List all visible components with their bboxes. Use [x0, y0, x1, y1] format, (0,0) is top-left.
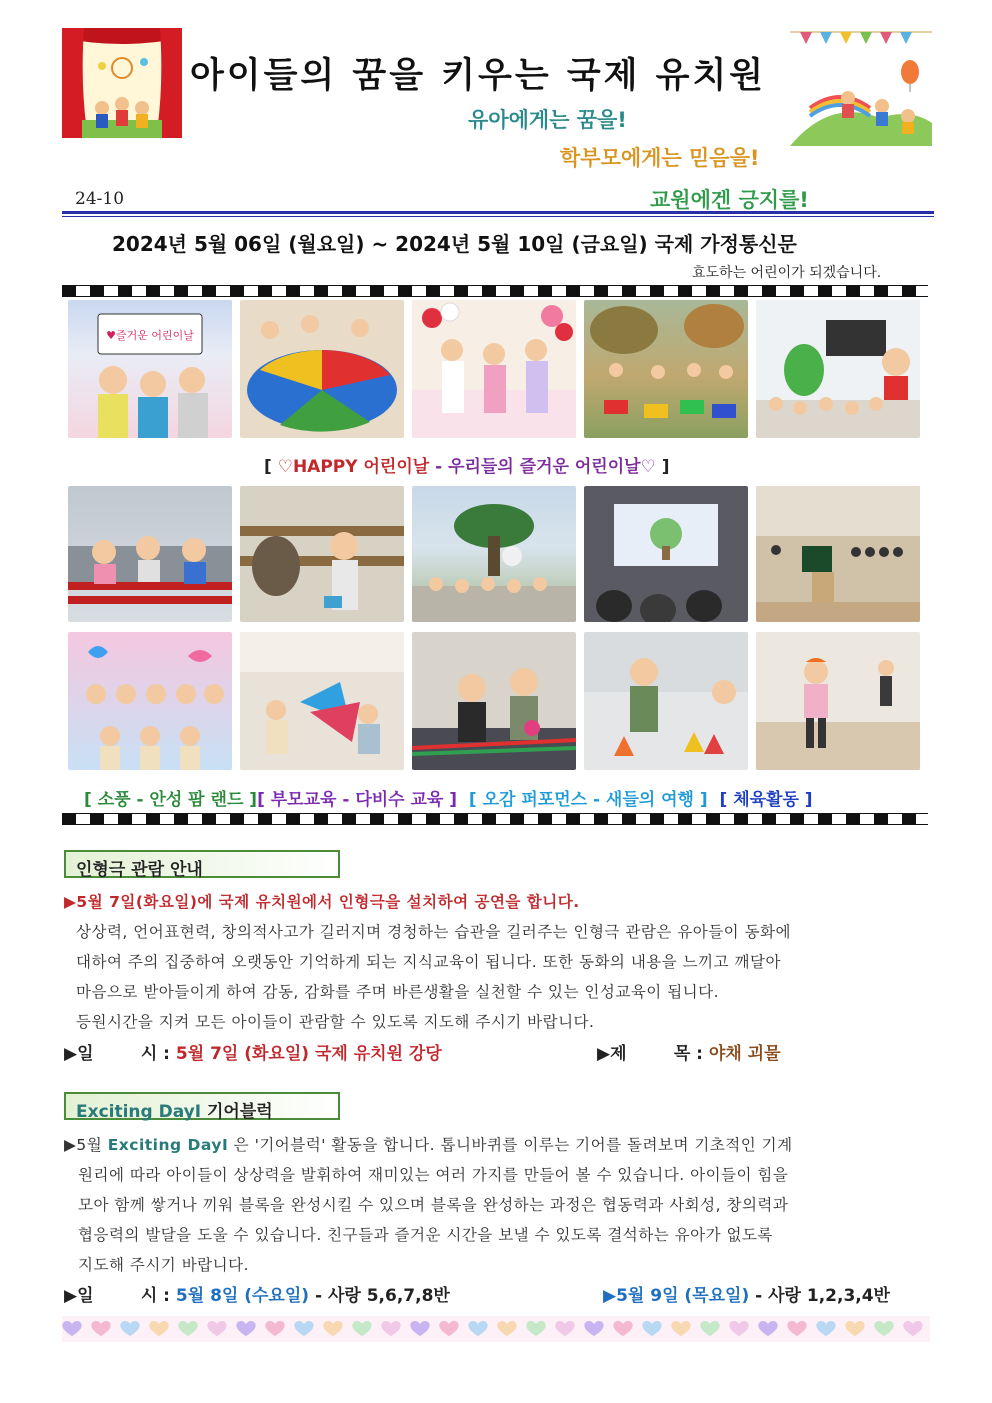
heart-decoration: [729, 1321, 748, 1336]
heart-decoration: [468, 1321, 487, 1336]
newsletter-title: 아이들의 꿈을 키우는 국제 유치원: [190, 56, 767, 96]
heart-decoration: [845, 1321, 864, 1336]
exciting-day-schedule-2: ▶5월 9일 (목요일) - 사랑 1,2,3,4반: [603, 1286, 890, 1306]
checker-divider-top: [62, 285, 928, 297]
heart-decoration: [874, 1321, 893, 1336]
photo-balloon-party: [412, 300, 576, 438]
heart-decoration: [381, 1321, 400, 1336]
heart-decoration: [497, 1321, 516, 1336]
photo-farm-ride: [68, 486, 232, 622]
photo-sensory-streamers: [240, 632, 404, 770]
heart-decoration: [555, 1321, 574, 1336]
photo-childrens-day-sign: [68, 300, 232, 438]
stage-curtain-illustration: [62, 28, 182, 138]
photo-outdoor-wheelbarrows: [584, 300, 748, 438]
kids-field-illustration: [790, 28, 932, 146]
photo-parachute-play: [240, 300, 404, 438]
heart-decoration: [584, 1321, 603, 1336]
exciting-day-line: 협응력의 발달을 도울 수 있습니다. 친구들과 즐거운 시간을 보낼 수 있도록 결석하는 유아가 없도록: [78, 1226, 773, 1244]
class-motto: 효도하는 어린이가 되겠습니다.: [692, 265, 882, 281]
puppet-show-line: 등원시간을 지켜 모든 아이들이 관람할 수 있도록 지도해 주시기 바랍니다.: [76, 1013, 595, 1031]
heart-decoration: [816, 1321, 835, 1336]
heart-decoration: [526, 1321, 545, 1336]
heart-decoration: [149, 1321, 168, 1336]
exciting-day-section-title: Exciting DayⅠ 기어블럭: [64, 1092, 340, 1120]
photo-mascot-group: [756, 300, 920, 438]
photo-cone-play: [584, 632, 748, 770]
heart-decoration-strip: [62, 1316, 930, 1342]
heart-decoration: [903, 1321, 922, 1336]
photo-butterfly-backdrop: [68, 632, 232, 770]
heart-decoration: [410, 1321, 429, 1336]
puppet-show-body: [64, 887, 934, 1037]
exciting-day-line: 지도해 주시기 바랍니다.: [78, 1256, 250, 1274]
puppet-show-section-title: 인형극 관람 안내: [64, 850, 340, 878]
photo-physical-activity: [756, 632, 920, 770]
heart-decoration: [323, 1321, 342, 1336]
puppet-show-line: 상상력, 언어표현력, 창의적사고가 길러지며 경청하는 습관을 길러주는 인형극 관람은 유아들이 동화에: [76, 923, 791, 941]
svg-text:♥즐거운 어린이날: ♥즐거운 어린이날: [106, 329, 194, 342]
heart-decoration: [62, 1321, 81, 1336]
exciting-day-line: 원리에 따라 아이들이 상상력을 발휘하여 재미있는 여러 가지를 만들어 볼 수 있습니다. 아이들이 힘을: [78, 1166, 789, 1184]
heart-decoration: [178, 1321, 197, 1336]
heart-decoration: [207, 1321, 226, 1336]
issue-number: 24-10: [75, 189, 125, 209]
childrens-day-caption: [ ♡HAPPY 어린이날 - 우리들의 즐거운 어린이날♡ ]: [264, 457, 670, 477]
puppet-show-line: 대하여 주의 집중하여 오랫동안 기억하게 되는 지식교육이 됩니다. 또한 동화의 내용을 느끼고 깨달아: [76, 953, 781, 971]
heart-decoration: [120, 1321, 139, 1336]
puppet-show-schedule: ▶일 시 : 5월 7일 (화요일) 국제 유치원 강당: [64, 1044, 442, 1064]
slogan-children: 유아에게는 꿈을!: [468, 108, 627, 132]
exciting-day-line: 모아 함께 쌓거나 끼워 블록을 완성시킬 수 있으며 블록을 완성하는 과정은 협동력과 사회성, 창의력과: [78, 1196, 789, 1214]
slogan-parents: 학부모에게는 믿음을!: [560, 146, 760, 170]
heart-decoration: [439, 1321, 458, 1336]
heart-decoration: [294, 1321, 313, 1336]
heart-decoration: [91, 1321, 110, 1336]
photo-parent-education-slide: [584, 486, 748, 622]
exciting-day-body: [64, 1130, 934, 1280]
photo-feeding-animals: [240, 486, 404, 622]
heart-decoration: [787, 1321, 806, 1336]
header-divider: [62, 211, 934, 217]
heart-decoration: [642, 1321, 661, 1336]
exciting-day-lead: ▶5월 Exciting DayⅠ 은 '기어블럭' 활동을 합니다. 톱니바퀴를 이루는 기어를 돌려보며 기초적인 기계: [64, 1136, 793, 1154]
checker-divider-bottom: [62, 813, 928, 825]
heart-decoration: [265, 1321, 284, 1336]
activities-caption: [ 소풍 - 안성 팜 랜드 ][ 부모교육 - 다비수 교육 ] [ 오감 퍼포먼스 - 새들의 여행 ] [ 체육활동 ]: [84, 790, 813, 810]
heart-decoration: [352, 1321, 371, 1336]
date-range-heading: 2024년 5월 06일 (월요일) ~ 2024년 5월 10일 (금요일) 국제 가정통신문: [112, 232, 797, 256]
slogan-teachers: 교원에겐 긍지를!: [650, 188, 809, 212]
puppet-show-line: 마음으로 받아들이게 하여 감동, 감화를 주며 바른생활을 실천할 수 있는 인성교육이 됩니다.: [76, 983, 720, 1001]
heart-decoration: [758, 1321, 777, 1336]
photo-birds-journey: [412, 632, 576, 770]
photo-parent-education-hall: [756, 486, 920, 622]
heart-decoration: [613, 1321, 632, 1336]
photo-farm-group: [412, 486, 576, 622]
puppet-show-lead: ▶5월 7일(화요일)에 국제 유치원에서 인형극을 설치하여 공연을 합니다.: [64, 893, 580, 911]
heart-decoration: [671, 1321, 690, 1336]
hearts-row: [62, 1316, 930, 1342]
heart-decoration: [700, 1321, 719, 1336]
puppet-show-subject: ▶제 목 : 야채 괴물: [597, 1044, 781, 1064]
exciting-day-schedule-1: ▶일 시 : 5월 8일 (수요일) - 사랑 5,6,7,8반: [64, 1286, 450, 1306]
heart-decoration: [236, 1321, 255, 1336]
